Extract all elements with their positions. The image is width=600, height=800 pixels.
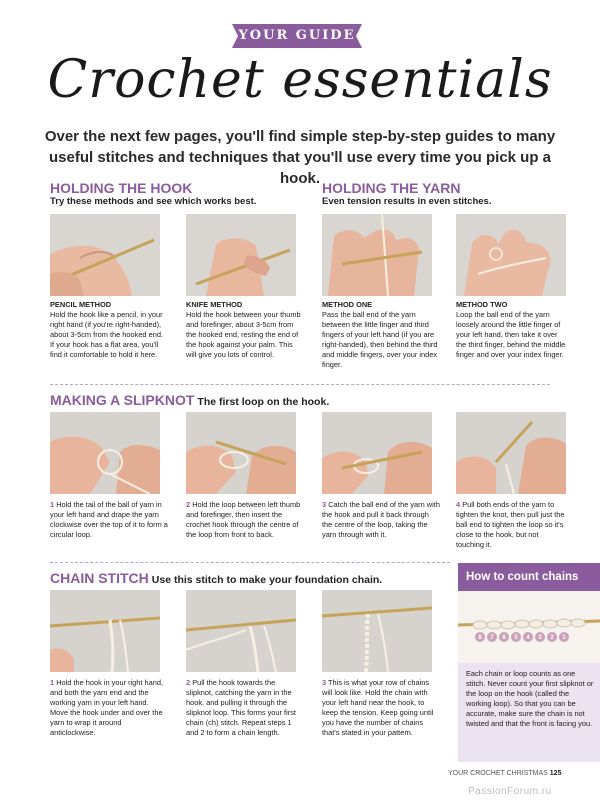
chain-step-2-photo <box>186 590 296 672</box>
intro-text: Over the next few pages, you'll find simple step-by-step guides to many useful stitches and techniques that you'll use every time you pick up a hook. <box>44 128 556 187</box>
chain-count-number: 4 <box>526 635 530 641</box>
yarn-method-one-photo <box>322 214 432 296</box>
slipknot-step-4-caption <box>456 500 568 550</box>
chain-step-3-caption <box>322 678 440 738</box>
slipknot-title-text: MAKING A SLIPKNOT <box>50 392 195 408</box>
chain-count-number: 7 <box>490 635 494 641</box>
slipknot-title <box>50 392 329 408</box>
step-number: 4 <box>456 500 461 509</box>
chain-stitch-title-text: CHAIN STITCH <box>50 570 149 586</box>
count-chains-title: How to count chains <box>458 563 600 591</box>
chain-count-number: 6 <box>502 635 506 641</box>
yarn-method-one-text: Pass the ball end of the yarn between the little finger and third fingers of your left hand (if you are right-handed), then behind the third and middle fingers, over your index finger. <box>322 310 438 369</box>
step-text: Hold the hook in your right hand, and both the yarn end and the working yarn in your left hand. Move the hook under and over the yarn to wrap it around anticlockwise. <box>50 678 164 737</box>
page-number: 125 <box>549 770 562 777</box>
slipknot-step-3-caption <box>322 500 440 540</box>
yarn-method-two-heading: METHOD TWO <box>456 300 508 309</box>
slipknot-step-4-photo <box>456 412 566 494</box>
step-number: 2 <box>186 500 191 509</box>
count-chains-text: Each chain or loop counts as one stitch. Never count your first slipknot or the loop on the hook (called the working loop). So that you can be accurate, make sure the chain is not twisted and that the front is facing you. <box>466 669 594 728</box>
slipknot-step-3-photo <box>322 412 432 494</box>
magazine-name: YOUR CROCHET CHRISTMAS <box>448 770 548 777</box>
chain-step-2-caption <box>186 678 304 738</box>
holding-yarn-title: HOLDING THE YARN <box>322 180 461 196</box>
chain-count-number: 8 <box>478 635 482 641</box>
slipknot-step-1-caption <box>50 500 168 540</box>
page-footer <box>448 770 561 777</box>
count-chains-box <box>458 563 600 762</box>
holding-yarn-subtitle: Even tension results in even stitches. <box>322 196 492 207</box>
chain-stitch-title <box>50 570 382 586</box>
knife-method-caption <box>186 300 304 360</box>
knife-method-heading: KNIFE METHOD <box>186 300 243 309</box>
chain-step-1-photo <box>50 590 160 672</box>
slipknot-step-1-photo <box>50 412 160 494</box>
yarn-method-two-photo <box>456 214 566 296</box>
step-number: 3 <box>322 678 327 687</box>
yarn-method-two-caption <box>456 300 568 360</box>
yarn-method-one-heading: METHOD ONE <box>322 300 373 309</box>
step-text: Hold the loop between left thumb and forefinger, then insert the crochet hook through the centre of the loop from front to back. <box>186 500 301 539</box>
step-text: Pull both ends of the yarn to tighten the knot, then pull just the ball end to tighten the loop so it's close to the hook, but not touching it. <box>456 500 565 549</box>
section-divider <box>50 384 550 385</box>
page-title: Crochet essentials <box>47 50 553 110</box>
step-number: 1 <box>50 500 55 509</box>
knife-method-photo <box>186 214 296 296</box>
guide-banner <box>232 24 362 48</box>
holding-hook-subtitle: Try these methods and see which works best. <box>50 196 257 207</box>
pencil-method-text: Hold the hook like a pencil, in your right hand (if you're right-handed), about 3-5cm from the hooked end. If your hook has a flat area, you'll find it comfortable to hold it here. <box>50 310 163 359</box>
chain-count-number: 5 <box>514 635 518 641</box>
chain-stitch-subtitle: Use this stitch to make your foundation chain. <box>151 574 383 586</box>
slipknot-step-2-caption <box>186 500 304 540</box>
slipknot-step-2-photo <box>186 412 296 494</box>
watermark: PassionForum.ru <box>468 786 552 797</box>
step-text: This is what your row of chains will look like. Hold the chain with your left hand near the hook, to keep the tension. Keep going until you have the number of chains that's stated in your pattern. <box>322 678 434 737</box>
section-divider <box>50 562 450 563</box>
chain-step-3-photo <box>322 590 432 672</box>
step-text: Hold the tail of the ball of yarn in your left hand and drape the yarn clockwise over the top of it to form a circular loop. <box>50 500 168 539</box>
chain-count-number: 3 <box>538 635 542 641</box>
step-text: Pull the hook towards the slipknot, catching the yarn in the hook, and pulling it through the slipknot loop. This forms your first chain (ch) stitch. Repeat steps 1 and 2 to form a chain length. <box>186 678 296 737</box>
banner-label: YOUR GUIDE <box>238 28 356 43</box>
chain-count-number: 2 <box>550 635 554 641</box>
holding-hook-title: HOLDING THE HOOK <box>50 180 193 196</box>
pencil-method-photo <box>50 214 160 296</box>
chain-step-1-caption <box>50 678 168 738</box>
knife-method-text: Hold the hook between your thumb and forefinger, about 3-5cm from the hooked end, resting the end of the hook against your palm. This will give you lots of control. <box>186 310 301 359</box>
step-number: 2 <box>186 678 191 687</box>
chain-count-illustration <box>458 591 600 663</box>
chain-count-number: 1 <box>562 635 566 641</box>
pencil-method-heading: PENCIL METHOD <box>50 300 112 309</box>
step-number: 1 <box>50 678 55 687</box>
yarn-method-one-caption <box>322 300 440 370</box>
slipknot-subtitle: The first loop on the hook. <box>197 396 330 408</box>
step-text: Catch the ball end of the yarn with the hook and pull it back through the centre of the loop, taking the yarn through with it. <box>322 500 440 539</box>
pencil-method-caption <box>50 300 168 360</box>
step-number: 3 <box>322 500 327 509</box>
yarn-method-two-text: Loop the ball end of the yarn loosely around the little finger of your left hand, then take it over the third finger, behind the middle finger and over your index finger. <box>456 310 566 359</box>
